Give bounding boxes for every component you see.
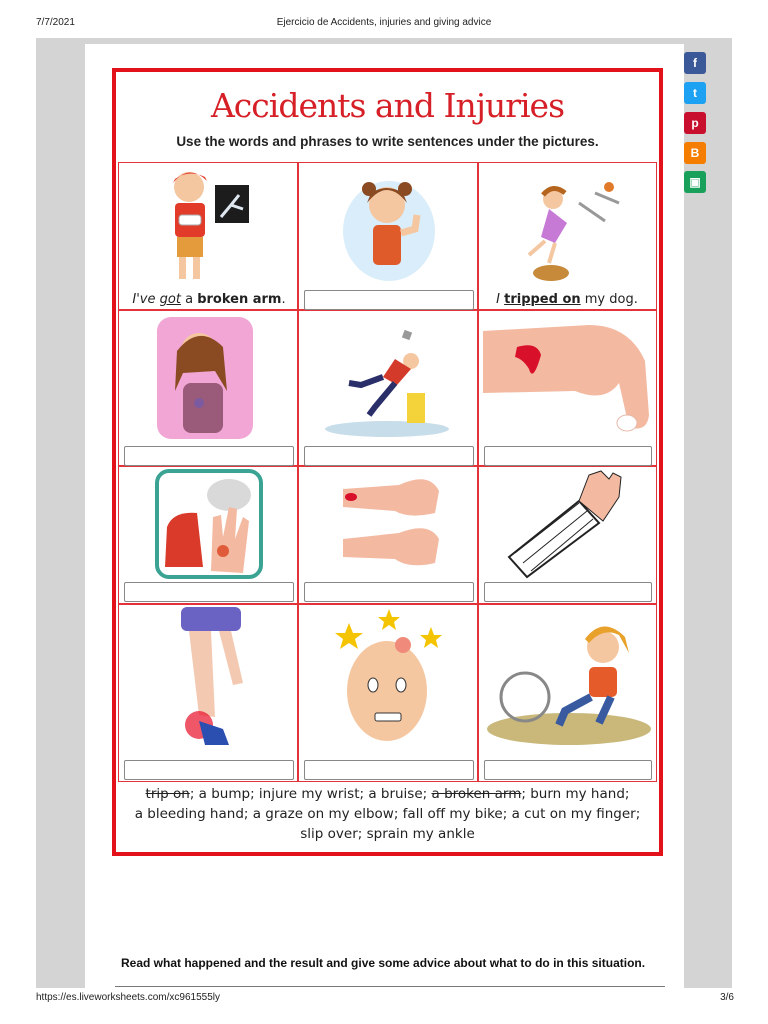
answer-1-got: got [159,292,181,307]
burned-hand-illustration [119,467,297,583]
picture-cell-bump [298,604,478,782]
answer-input-4[interactable] [124,446,294,466]
twitter-icon[interactable]: t [684,82,706,104]
picture-cell-fall-off-bike [478,604,657,782]
print-title: Ejercicio de Accidents, injuries and giving advice [276,17,492,28]
answer-input-2[interactable] [304,290,474,310]
girl-bruise-illustration [119,311,297,443]
man-slipping-illustration [299,311,477,443]
answer-3-bold: tripped on [504,292,581,307]
print-date: 7/7/2021 [36,17,75,28]
pinterest-icon[interactable]: p [684,112,706,134]
answer-3 [484,290,650,310]
blogger-icon[interactable]: B [684,142,706,164]
bleeding-hand-illustration [479,311,656,443]
girl-elbow-illustration [299,163,477,289]
word-bank-part-2: ; a bump; injure my wrist; a bruise; [189,786,432,802]
girl-tripping-illustration [479,163,656,289]
word-bank-line-2: a bleeding hand; a graze on my elbow; fall off my bike; a cut on my finger; [134,806,641,822]
document-viewer [36,38,732,988]
picture-cell-injured-elbow [298,162,478,310]
answer-input-11[interactable] [304,760,474,780]
bandaged-wrist-illustration [479,467,656,583]
worksheet-frame [112,68,663,856]
answer-input-10[interactable] [124,760,294,780]
answer-input-12[interactable] [484,760,652,780]
answer-3-end: my dog. [580,292,638,307]
worksheet-title: Accidents and Injuries [210,86,565,125]
answer-input-5[interactable] [304,446,474,466]
boy-bike-fall-illustration [479,605,656,757]
cut-finger-illustration [299,467,477,583]
picture-cell-slip [298,310,478,466]
print-page-number: 3/6 [720,992,734,1003]
table-top-border [115,986,665,987]
worksheet-page [85,44,684,988]
answer-3-pre: I [496,292,505,307]
answer-1-pre: I've [132,292,156,307]
answer-input-8[interactable] [304,582,474,602]
man-bump-illustration [299,605,477,757]
print-url: https://es.liveworksheets.com/xc961555ly [36,992,220,1003]
boy-xray-illustration [119,163,297,289]
next-section-instruction: Read what happened and the result and give some advice about what to do in this situation. [121,956,646,970]
word-broken-arm: a broken arm [431,786,522,802]
facebook-icon[interactable]: f [684,52,706,74]
word-trip-on: trip on [145,786,190,802]
picture-cell-bleeding-hand [478,310,657,466]
picture-cell-broken-arm [118,162,298,310]
worksheet-instruction: Use the words and phrases to write sentences under the pictures. [176,134,599,149]
word-bank-part-4: ; burn my hand; [521,786,630,802]
answer-1-mid: a [180,292,198,307]
answer-1-end: . [281,292,286,307]
picture-grid [118,162,657,782]
word-bank [118,784,657,844]
picture-cell-sprained-ankle [118,604,298,782]
print-footer [0,992,768,1008]
answer-input-6[interactable] [484,446,652,466]
sprained-ankle-illustration [119,605,297,757]
answer-1 [126,290,292,310]
answer-input-9[interactable] [484,582,652,602]
picture-cell-bruise [118,310,298,466]
classroom-icon[interactable]: ▣ [684,171,706,193]
print-header [0,17,768,33]
picture-cell-tripped [478,162,657,310]
word-bank-line-1 [118,784,657,804]
answer-1-bold: broken arm [197,292,282,307]
word-bank-line-3: slip over; sprain my ankle [300,826,475,842]
answer-input-7[interactable] [124,582,294,602]
